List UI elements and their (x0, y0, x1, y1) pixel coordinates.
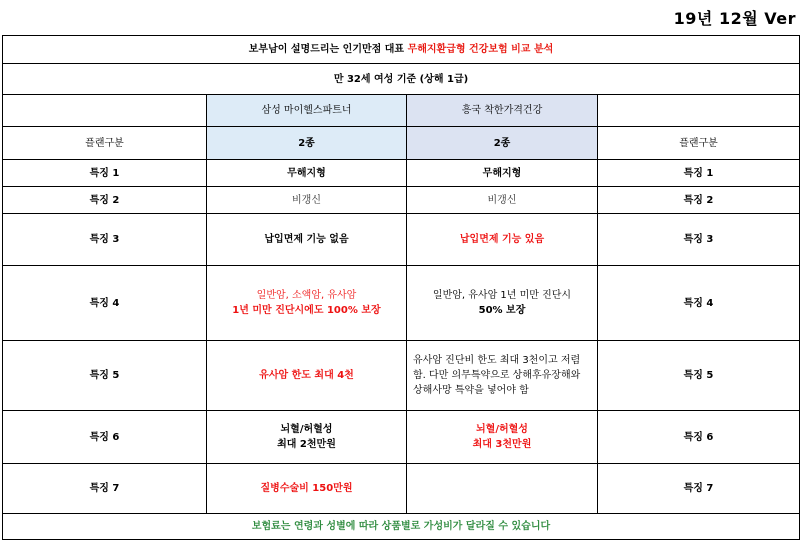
feature-2-b: 비갱신 (407, 187, 598, 214)
feature-3-b: 납입면제 기능 있음 (407, 214, 598, 266)
feature-7-label-right: 특징 7 (598, 464, 800, 514)
feature-4-label-left: 특징 4 (3, 266, 207, 341)
feature-4-label-right: 특징 4 (598, 266, 800, 341)
product-b-name: 흥국 착한가격건강 (407, 95, 598, 127)
feature-3-a: 납입면제 기능 없음 (207, 214, 407, 266)
feature-5-b-line-2: 함. 다만 의무특약으로 상해후유장해와 (413, 370, 581, 381)
feature-6-a-line-2: 최대 2천만원 (277, 439, 336, 450)
comparison-table (2, 35, 800, 540)
feature-2-label-right: 특징 2 (598, 187, 800, 214)
feature-5-b-line-3: 상해사망 특약을 넣어야 함 (413, 385, 529, 396)
feature-1-b: 무해지형 (407, 160, 598, 187)
feature-6-label-left: 특징 6 (3, 411, 207, 464)
feature-6-a (207, 411, 407, 464)
plan-label-left: 플랜구분 (3, 127, 207, 160)
feature-5-label-right: 특징 5 (598, 341, 800, 411)
footer-note: 보험료는 연령과 성별에 따라 상품별로 가성비가 달라질 수 있습니다 (3, 514, 800, 540)
product-a-name: 삼성 마이헬스파트너 (207, 95, 407, 127)
feature-4-b-line-1: 일반암, 유사암 1년 미만 진단시 (432, 290, 572, 301)
feature-6-label-right: 특징 6 (598, 411, 800, 464)
feature-1-label-right: 특징 1 (598, 160, 800, 187)
feature-4-a (207, 266, 407, 341)
feature-7-a: 질병수술비 150만원 (207, 464, 407, 514)
feature-6-a-line-1: 뇌혈/허혈성 (280, 424, 333, 435)
feature-6-b-line-1: 뇌혈/허혈성 (476, 424, 528, 435)
feature-2-a: 비갱신 (207, 187, 407, 214)
feature-7-label-left: 특징 7 (3, 464, 207, 514)
feature-4-b-line-2: 50% 보장 (478, 305, 526, 316)
plan-label-right: 플랜구분 (598, 127, 800, 160)
title-prefix: 보부남이 설명드리는 인기만점 대표 (248, 44, 408, 55)
feature-4-b (407, 266, 598, 341)
feature-1-label-left: 특징 1 (3, 160, 207, 187)
feature-7-b (407, 464, 598, 514)
plan-value-a: 2종 (207, 127, 407, 160)
plan-value-b: 2종 (407, 127, 598, 160)
table-subtitle: 만 32세 여성 기준 (상해 1급) (3, 64, 800, 95)
table-title (3, 36, 800, 64)
feature-5-a: 유사암 한도 최대 4천 (207, 341, 407, 411)
feature-3-label-left: 특징 3 (3, 214, 207, 266)
feature-5-b (407, 341, 598, 411)
feature-3-label-right: 특징 3 (598, 214, 800, 266)
empty-cell (3, 95, 207, 127)
feature-4-a-line-1: 일반암, 소액암, 유사암 (256, 290, 357, 301)
version-label: 19년 12월 Ver (673, 9, 796, 28)
feature-6-b-line-2: 최대 3천만원 (472, 439, 532, 450)
title-highlight: 무해지환급형 건강보험 비교 분석 (407, 44, 554, 55)
feature-6-b (407, 411, 598, 464)
feature-5-b-line-1: 유사암 진단비 한도 최대 3천이고 저렴 (413, 355, 581, 366)
feature-5-label-left: 특징 5 (3, 341, 207, 411)
feature-4-a-line-2: 1년 미만 진단시에도 100% 보장 (232, 305, 381, 316)
empty-cell (598, 95, 800, 127)
feature-2-label-left: 특징 2 (3, 187, 207, 214)
feature-1-a: 무해지형 (207, 160, 407, 187)
